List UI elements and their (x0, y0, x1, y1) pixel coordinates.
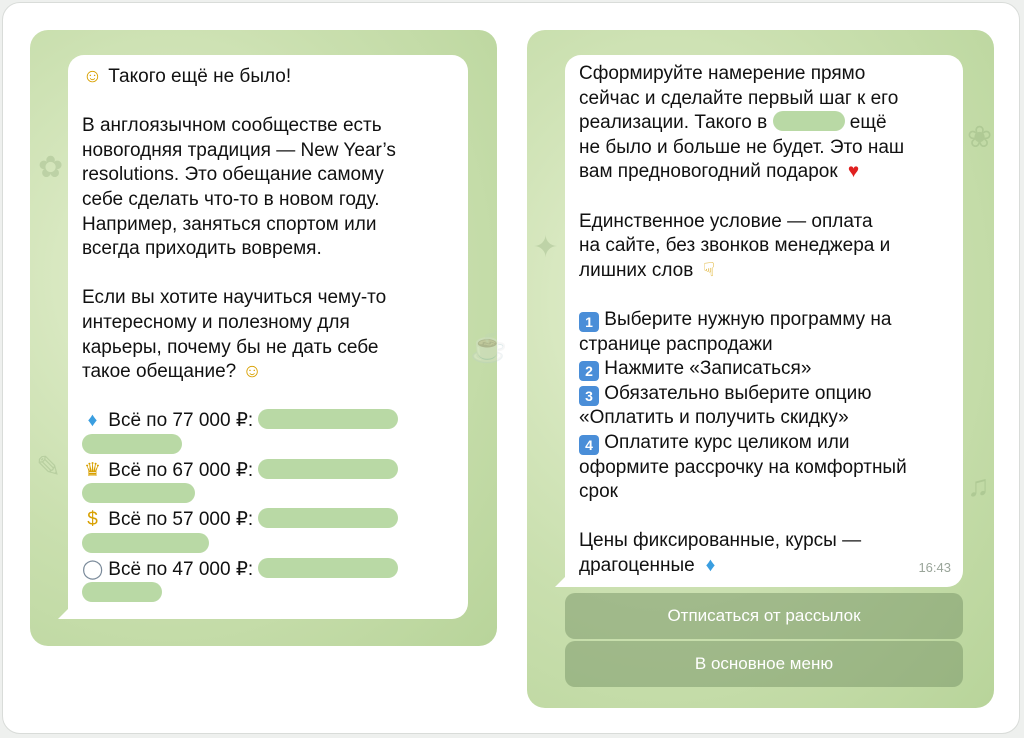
main-menu-button[interactable]: В основное меню (565, 641, 963, 687)
keycap-three-icon: 3 (579, 386, 599, 406)
price-row: ♛ Всё по 67 000 ₽: (82, 459, 454, 509)
message-line: Если вы хотите научиться чему-то (82, 287, 387, 309)
price-row: ◯ Всё по 47 000 ₽: (82, 558, 454, 608)
keycap-four-icon: 4 (579, 435, 599, 455)
wink-emoji-icon: ☺ (242, 361, 262, 383)
doodle-icon: ✦ (533, 231, 559, 264)
crown-icon: ♛ (83, 459, 102, 481)
step-line: 1 Выберите нужную программу на (579, 308, 949, 333)
redacted-link[interactable] (82, 434, 182, 454)
redacted-text (773, 111, 845, 131)
message-line: сейчас и сделайте первый шаг к его (579, 87, 899, 109)
message-line: реализации. Такого в ещё (579, 112, 887, 134)
message-line: Сформируйте намерение прямо (579, 63, 866, 84)
step-line: «Оплатить и получить скидку» (579, 407, 849, 429)
message-line: resolutions. Это обещание самому (82, 164, 384, 186)
step-line: срок (579, 481, 618, 503)
message-bubble (68, 55, 468, 619)
money-bag-icon: $ (87, 509, 98, 531)
message-line: Например, заняться спортом или (82, 213, 377, 235)
message-line: всегда приходить вовремя. (82, 238, 322, 260)
unsubscribe-button[interactable]: Отписаться от рассылок (565, 593, 963, 639)
message-line: карьеры, почему бы не дать себе (82, 336, 379, 358)
redacted-link[interactable] (82, 582, 162, 602)
doodle-icon: ♫ (967, 470, 990, 503)
message-line: В англоязычном сообществе есть (82, 115, 382, 137)
message-bubble (565, 55, 963, 587)
keycap-one-icon: 1 (579, 312, 599, 332)
keycap-two-icon: 2 (579, 361, 599, 381)
message-line: драгоценные ♦ (579, 554, 949, 579)
message-line: новогодняя традиция — New Year’s (82, 139, 396, 161)
step-line: 3 Обязательно выберите опцию (579, 382, 949, 407)
ring-icon: ◯ (82, 558, 104, 580)
message-line: лишних слов ☟ (579, 259, 949, 284)
message-line: на сайте, без звонков менеджера и (579, 235, 891, 257)
price-row: ♦ Всё по 77 000 ₽: (82, 409, 454, 459)
doodle-icon: ✿ (38, 151, 64, 184)
price-row: $ Всё по 57 000 ₽: (82, 508, 454, 558)
message-line: интересному и полезному для (82, 311, 350, 333)
chat-panel-right (527, 30, 994, 708)
gem-icon: ♦ (705, 554, 716, 576)
doodle-icon: ☕ (470, 331, 508, 364)
message-line: такое обещание? ☺ (82, 360, 454, 385)
step-line: 2 Нажмите «Записаться» (579, 357, 949, 382)
redacted-link[interactable] (258, 409, 398, 429)
redacted-link[interactable] (82, 533, 209, 553)
doodle-icon: ✎ (36, 451, 62, 484)
redacted-link[interactable] (258, 508, 398, 528)
diamond-icon: ♦ (87, 410, 98, 432)
message-line: Единственное условие — оплата (579, 210, 873, 232)
message-line: себе сделать что-то в новом году. (82, 188, 380, 210)
doodle-icon: ❀ (967, 121, 993, 154)
message-time: 16:43 (918, 560, 951, 576)
heart-icon: ♥ (847, 161, 860, 183)
message-line: не было и больше не будет. Это наш (579, 136, 905, 158)
message-line: вам предновогодний подарок ♥ (579, 160, 949, 185)
message-line: ☺ Такого ещё не было! (82, 65, 454, 90)
step-line: оформите рассрочку на комфортный (579, 456, 907, 478)
redacted-link[interactable] (258, 558, 398, 578)
step-line: 4 Оплатите курс целиком или (579, 431, 949, 456)
redacted-link[interactable] (258, 459, 398, 479)
redacted-link[interactable] (82, 483, 195, 503)
star-struck-emoji-icon: ☺ (82, 66, 103, 87)
message-line: Цены фиксированные, курсы — (579, 530, 862, 552)
pointing-down-icon: ☟ (703, 259, 715, 281)
step-line: странице распродажи (579, 333, 773, 355)
chat-panel-left (30, 30, 508, 646)
